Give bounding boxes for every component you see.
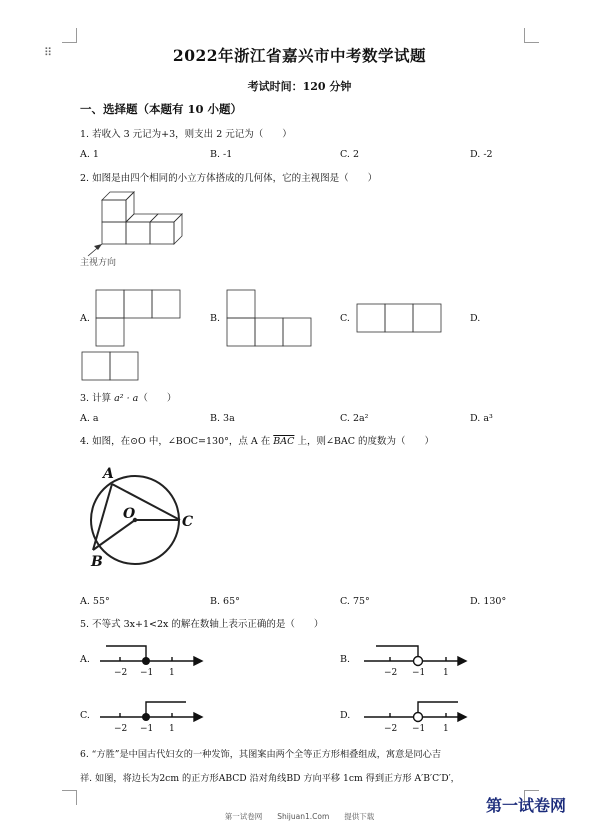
q5a-tick-neg2: −2 [114,668,128,678]
q4-option-c: C. 75° [340,596,370,607]
drag-handle-icon[interactable]: ⠿ [44,46,53,59]
page-footer: 第一试卷网 Shijuan1.Com 提供下载 [224,812,375,821]
q2-cube-figure [80,188,190,253]
q4-circle-figure [88,462,198,572]
q4-arc-label: $\overline{BAC}$ [273,436,295,447]
question-1: 1. 若收入 3 元记为+3，则支出 2 元记为（ ） [80,129,292,140]
question-6-line-1: 6. “方胜”是中国古代妇女的一种发饰，其图案由两个全等正方形相叠组成，寓意是同心吉 [80,749,442,760]
q3-option-d: D. a³ [470,413,493,424]
q5c-tick-1: 1 [169,724,175,734]
q4-point-a: A [103,466,114,482]
crop-mark-top-right [524,28,539,43]
q5c-tick-neg2: −2 [114,724,128,734]
q5b-tick-neg1: −1 [412,668,426,678]
q5b-tick-neg2: −2 [384,668,398,678]
q5-option-d: D. [340,710,351,721]
q4-point-c: C [182,514,194,530]
q4-option-d: D. 130° [470,596,507,607]
q5a-tick-neg1: −1 [140,668,154,678]
question-5: 5. 不等式 3x+1<2x 的解在数轴上表示正确的是（ ） [80,619,324,630]
q5d-tick-neg2: −2 [384,724,398,734]
q3-option-b: B. 3a [210,413,235,424]
q1-option-a: A. 1 [80,149,99,160]
q1-option-c: C. 2 [340,149,360,160]
q2-option-c: C. [340,313,350,324]
q5-number-line-c [98,696,208,736]
q5d-tick-1: 1 [443,724,449,734]
q1-option-b: B. -1 [210,149,233,160]
q1-option-d: D. -2 [470,149,493,160]
crop-mark-top-left [62,28,77,43]
q3-option-c: C. 2a² [340,413,369,424]
q2-option-a: A. [80,313,90,324]
section-heading: 一、选择题（本题有 10 小题） [80,102,243,116]
q4-suffix: 上，则∠BAC 的度数为（ ） [294,436,435,447]
q5d-tick-neg1: −1 [412,724,426,734]
q2-option-d-figure [82,352,142,382]
q4-point-o: O [123,506,136,522]
q5b-tick-1: 1 [443,668,449,678]
question-3 [80,390,176,404]
q5-option-c: C. [80,710,90,721]
site-brand-logo: 第一试卷网 [486,796,567,815]
q2-option-a-figure [96,290,186,346]
q2-option-d: D. [470,313,481,324]
q4-prefix: 4. 如图，在⊙O 中，∠BOC=130°，点 A 在 [80,436,274,447]
q2-view-label: 主视方向 [80,258,117,268]
q4-option-a: A. 55° [80,596,110,607]
question-2: 2. 如图是由四个相同的小立方体搭成的几何体，它的主视图是（ ） [80,173,378,184]
crop-mark-bottom-left [62,790,77,805]
q3-option-a: A. a [80,413,99,424]
question-4 [80,433,434,447]
q5a-tick-1: 1 [169,668,175,678]
q3-expression: a² · a [114,393,139,404]
q2-option-b-figure [227,290,317,346]
q5-number-line-d [362,696,472,736]
page-title: 2022年浙江省嘉兴市中考数学试题 [172,46,427,65]
q5-number-line-a [98,640,208,680]
q4-point-b: B [91,554,103,570]
q5c-tick-neg1: −1 [140,724,154,734]
q5-option-a: A. [80,654,90,665]
q3-suffix: （ ） [138,393,177,404]
exam-time: 考试时间：120 分钟 [247,80,352,93]
q3-prefix: 3. 计算 [80,393,115,404]
q2-option-c-figure [357,304,447,334]
q5-number-line-b [362,640,472,680]
q2-option-b: B. [210,313,221,324]
question-6-line-2: 祥. 如图，将边长为2cm 的正方形ABCD 沿对角线BD 方向平移 1cm 得到正方形 A′B′C′D′， [80,773,460,784]
q5-option-b: B. [340,654,351,665]
q4-option-b: B. 65° [210,596,240,607]
